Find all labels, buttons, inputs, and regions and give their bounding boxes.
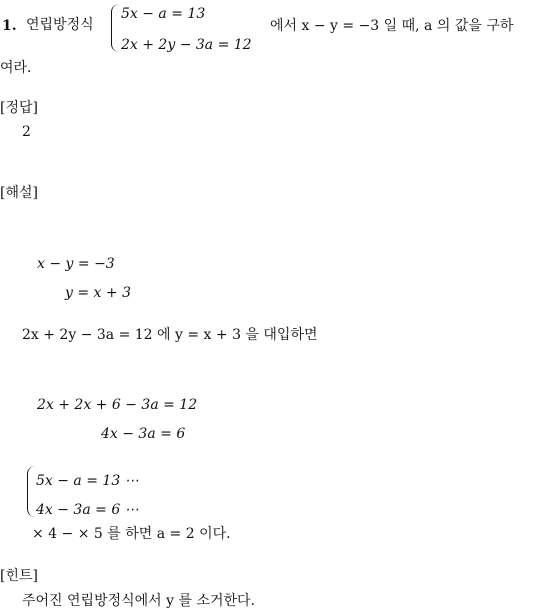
explanation-line3: 2x + 2y − 3a = 12 에 y = x + 3 을 대입하면 [22, 327, 318, 343]
hint-text: 주어진 연립방정식에서 y 를 소거한다. [22, 593, 256, 609]
problem-intro: 연립방정식 [26, 17, 94, 33]
system-brace [111, 4, 121, 52]
explanation-sys-eq1: 5x − a = 13 ⋯ [36, 473, 139, 489]
explanation-sys-eq2: 4x − 3a = 6 ⋯ [36, 502, 139, 518]
explanation-line2: y = x + 3 [65, 285, 131, 301]
explanation-line1: x − y = −3 [37, 256, 115, 272]
hint-label: [힌트] [0, 568, 38, 584]
problem-number: 1. [2, 18, 17, 34]
system-eq2: 2x + 2y − 3a = 12 [121, 37, 252, 53]
explanation-line4: 2x + 2x + 6 − 3a = 12 [37, 397, 198, 413]
explanation-line5: 4x − 3a = 6 [101, 426, 186, 442]
explanation-label: [해설] [0, 185, 38, 201]
system-eq1: 5x − a = 13 [121, 6, 206, 22]
explanation-line6: × 4 − × 5 를 하면 a = 2 이다. [32, 526, 231, 542]
answer-value: 2 [22, 124, 31, 140]
problem-condition: 에서 x − y = −3 일 때, a 의 값을 구하 [270, 18, 514, 34]
problem-condition-cont: 여라. [0, 60, 32, 76]
answer-label: [정답] [0, 100, 38, 116]
